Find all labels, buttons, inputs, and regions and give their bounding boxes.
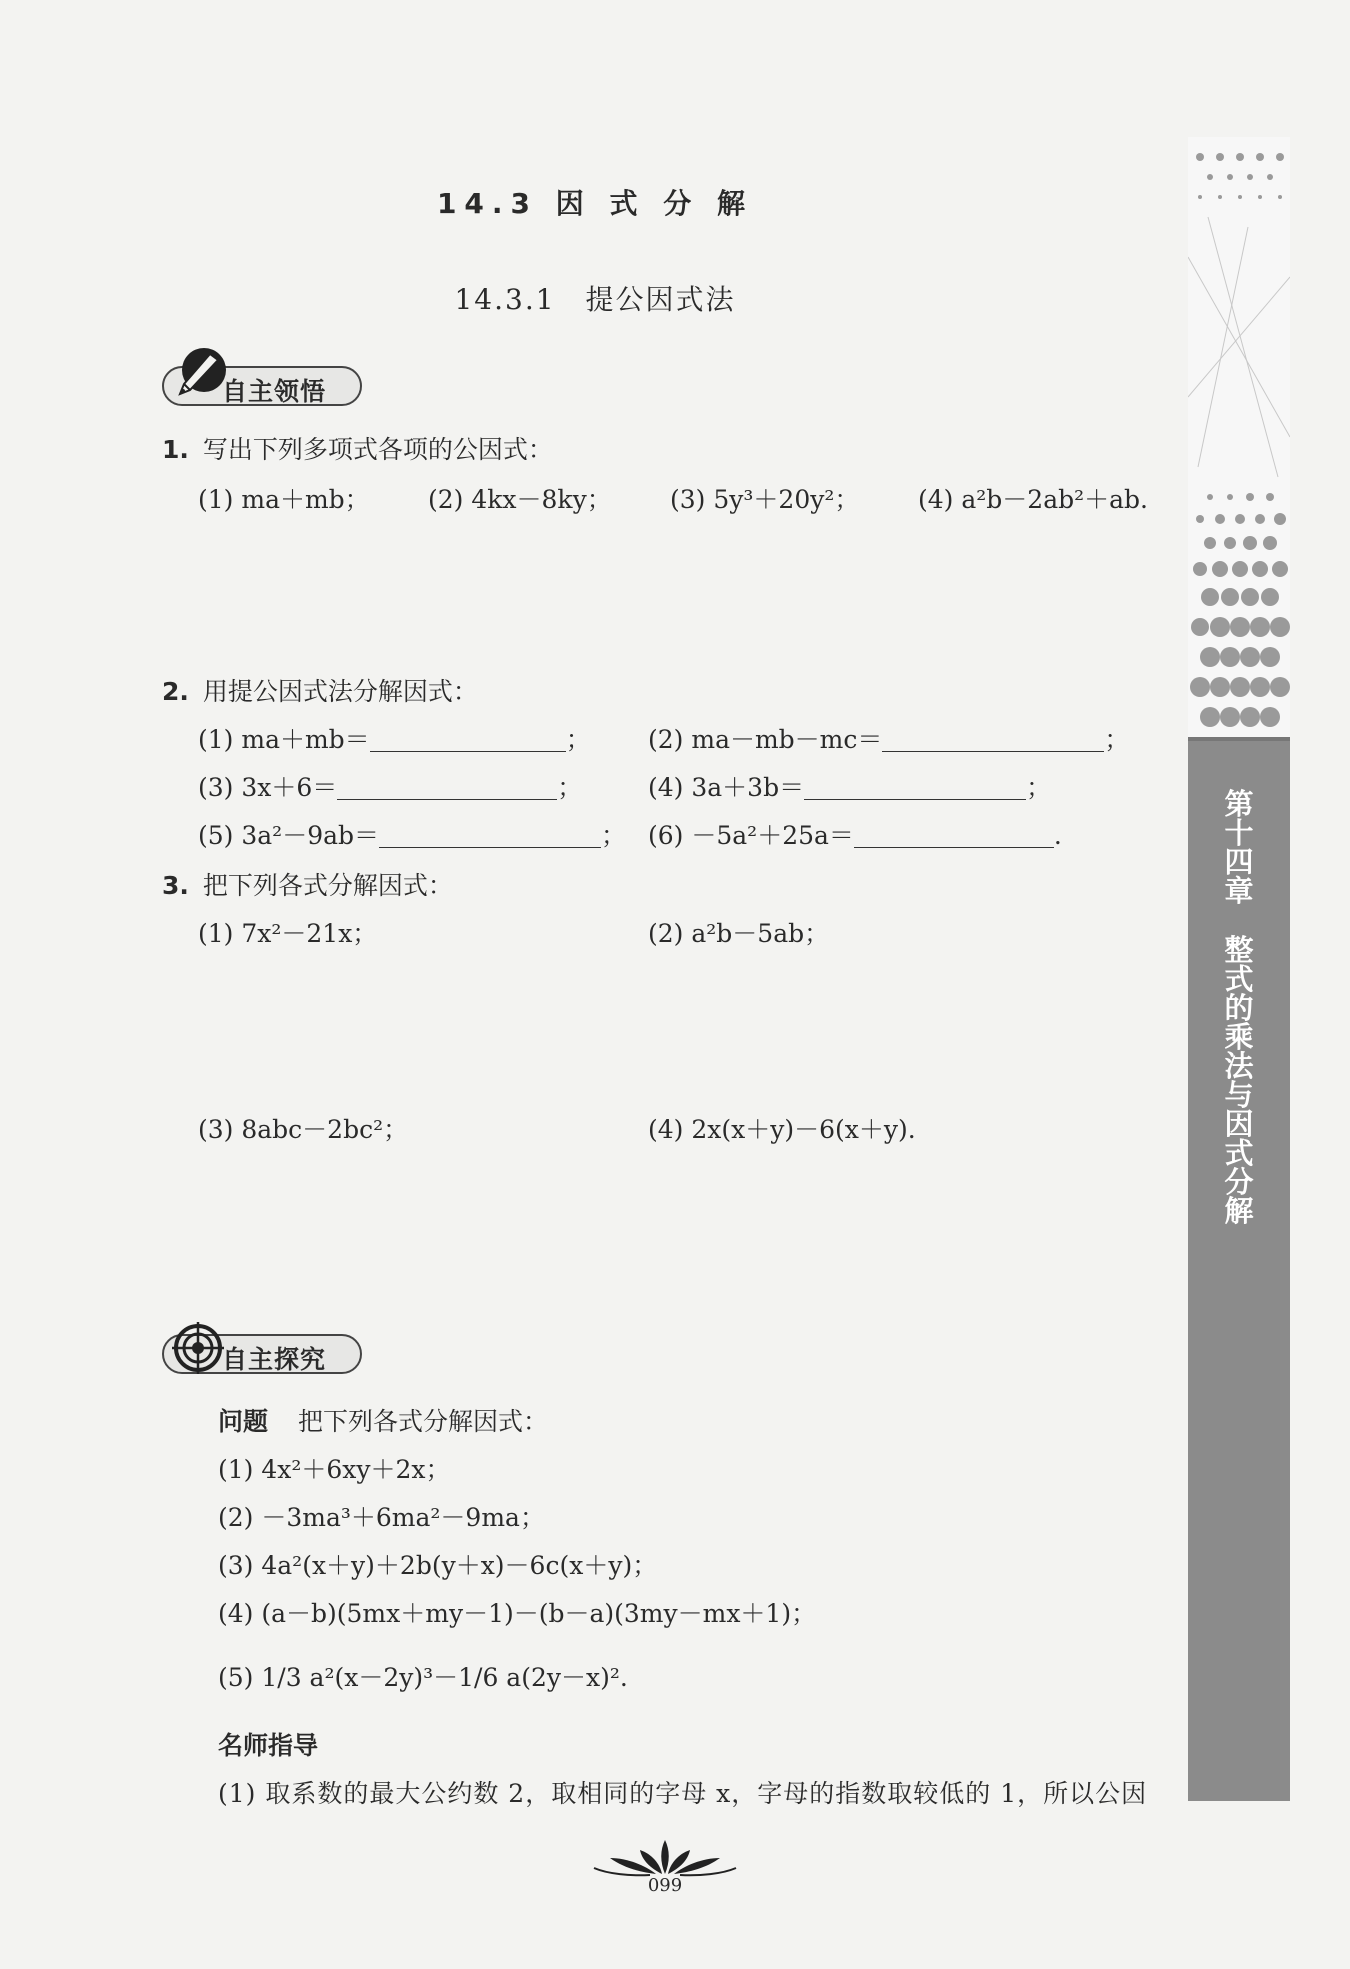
question-prompt: 把下列各式分解因式： bbox=[202, 871, 453, 900]
item-end: ； bbox=[557, 773, 583, 802]
q2-item-5 bbox=[198, 816, 626, 852]
sidebar-chapter-label bbox=[1222, 787, 1256, 1228]
leaf-ornament-icon bbox=[590, 1838, 740, 1878]
guidance-title: 名师指导 bbox=[218, 1731, 319, 1760]
badge-label: 自主领悟 bbox=[222, 377, 327, 406]
chapter-number: 第十四章 bbox=[1224, 787, 1254, 908]
q2-item-2 bbox=[648, 720, 1129, 756]
badge-self-understanding bbox=[162, 366, 362, 406]
answer-blank[interactable] bbox=[854, 825, 1054, 848]
answer-blank[interactable] bbox=[804, 777, 1026, 800]
item-end: ； bbox=[1026, 773, 1052, 802]
problem-prompt: 把下列各式分解因式： bbox=[297, 1407, 548, 1436]
answer-blank[interactable] bbox=[379, 825, 601, 848]
q3-item-2: (2) a²b－5ab； bbox=[648, 919, 830, 948]
question-prompt: 用提公因式法分解因式： bbox=[202, 677, 478, 706]
item-end: ； bbox=[565, 725, 591, 754]
question-prompt: 写出下列多项式各项的公因式： bbox=[202, 435, 553, 464]
problem-label: 问题 bbox=[218, 1407, 269, 1436]
item-text: (6) －5a²＋25a＝ bbox=[648, 821, 854, 850]
item-text: (1) ma＋mb＝ bbox=[198, 725, 370, 754]
problem-item-5: (5) 1/3 a²(x－2y)³－1/6 a(2y－x)². bbox=[218, 1663, 628, 1692]
problem-heading bbox=[218, 1402, 548, 1438]
item-end: . bbox=[1053, 821, 1062, 850]
q1-item-2: (2) 4kx－8ky； bbox=[428, 485, 612, 514]
q3-item-1: (1) 7x²－21x； bbox=[198, 919, 378, 948]
problem-item-4: (4) (a－b)(5mx＋my－1)－(b－a)(3my－mx＋1)； bbox=[218, 1599, 817, 1628]
question-3 bbox=[162, 866, 453, 902]
subsection-title: 14.3.1 提公因式法 bbox=[454, 283, 736, 316]
question-2 bbox=[162, 672, 478, 708]
guidance-text: (1) 取系数的最大公约数 2，取相同的字母 x，字母的指数取较低的 1，所以公因 bbox=[218, 1779, 1148, 1808]
q1-item-4: (4) a²b－2ab²＋ab. bbox=[918, 485, 1148, 514]
page-number: 099 bbox=[647, 1875, 683, 1896]
section-title: 14.3 因 式 分 解 bbox=[436, 187, 754, 220]
question-number: 3. bbox=[162, 871, 189, 900]
answer-blank[interactable] bbox=[337, 777, 557, 800]
problem-item-1: (1) 4x²＋6xy＋2x； bbox=[218, 1455, 451, 1484]
badge-self-exploration bbox=[162, 1334, 362, 1374]
item-text: (3) 3x＋6＝ bbox=[198, 773, 338, 802]
answer-blank[interactable] bbox=[882, 729, 1104, 752]
badge-label: 自主探究 bbox=[222, 1345, 327, 1374]
q1-item-1: (1) ma＋mb； bbox=[198, 485, 370, 514]
item-end: ； bbox=[601, 821, 627, 850]
q2-item-4 bbox=[648, 768, 1051, 804]
question-number: 1. bbox=[162, 435, 189, 464]
sidebar-decoration bbox=[1188, 137, 1290, 737]
problem-item-3: (3) 4a²(x＋y)＋2b(y＋x)－6c(x＋y)； bbox=[218, 1551, 658, 1580]
answer-blank[interactable] bbox=[370, 729, 566, 752]
target-icon bbox=[170, 1320, 226, 1376]
q2-item-6 bbox=[648, 816, 1062, 852]
question-1 bbox=[162, 430, 553, 466]
item-text: (2) ma－mb－mc＝ bbox=[648, 725, 883, 754]
item-text: (5) 3a²－9ab＝ bbox=[198, 821, 380, 850]
question-number: 2. bbox=[162, 677, 189, 706]
q1-item-3: (3) 5y³＋20y²； bbox=[670, 485, 860, 514]
item-end: ； bbox=[1104, 725, 1130, 754]
problem-item-2: (2) －3ma³＋6ma²－9ma； bbox=[218, 1503, 545, 1532]
item-text: (4) 3a＋3b＝ bbox=[648, 773, 805, 802]
halftone-pattern-icon bbox=[1188, 137, 1290, 737]
q3-item-3: (3) 8abc－2bc²； bbox=[198, 1115, 409, 1144]
q3-item-4: (4) 2x(x＋y)－6(x＋y). bbox=[648, 1115, 916, 1144]
chapter-title: 整式的乘法与因式分解 bbox=[1224, 933, 1254, 1228]
q2-item-1 bbox=[198, 720, 591, 756]
q2-item-3 bbox=[198, 768, 582, 804]
